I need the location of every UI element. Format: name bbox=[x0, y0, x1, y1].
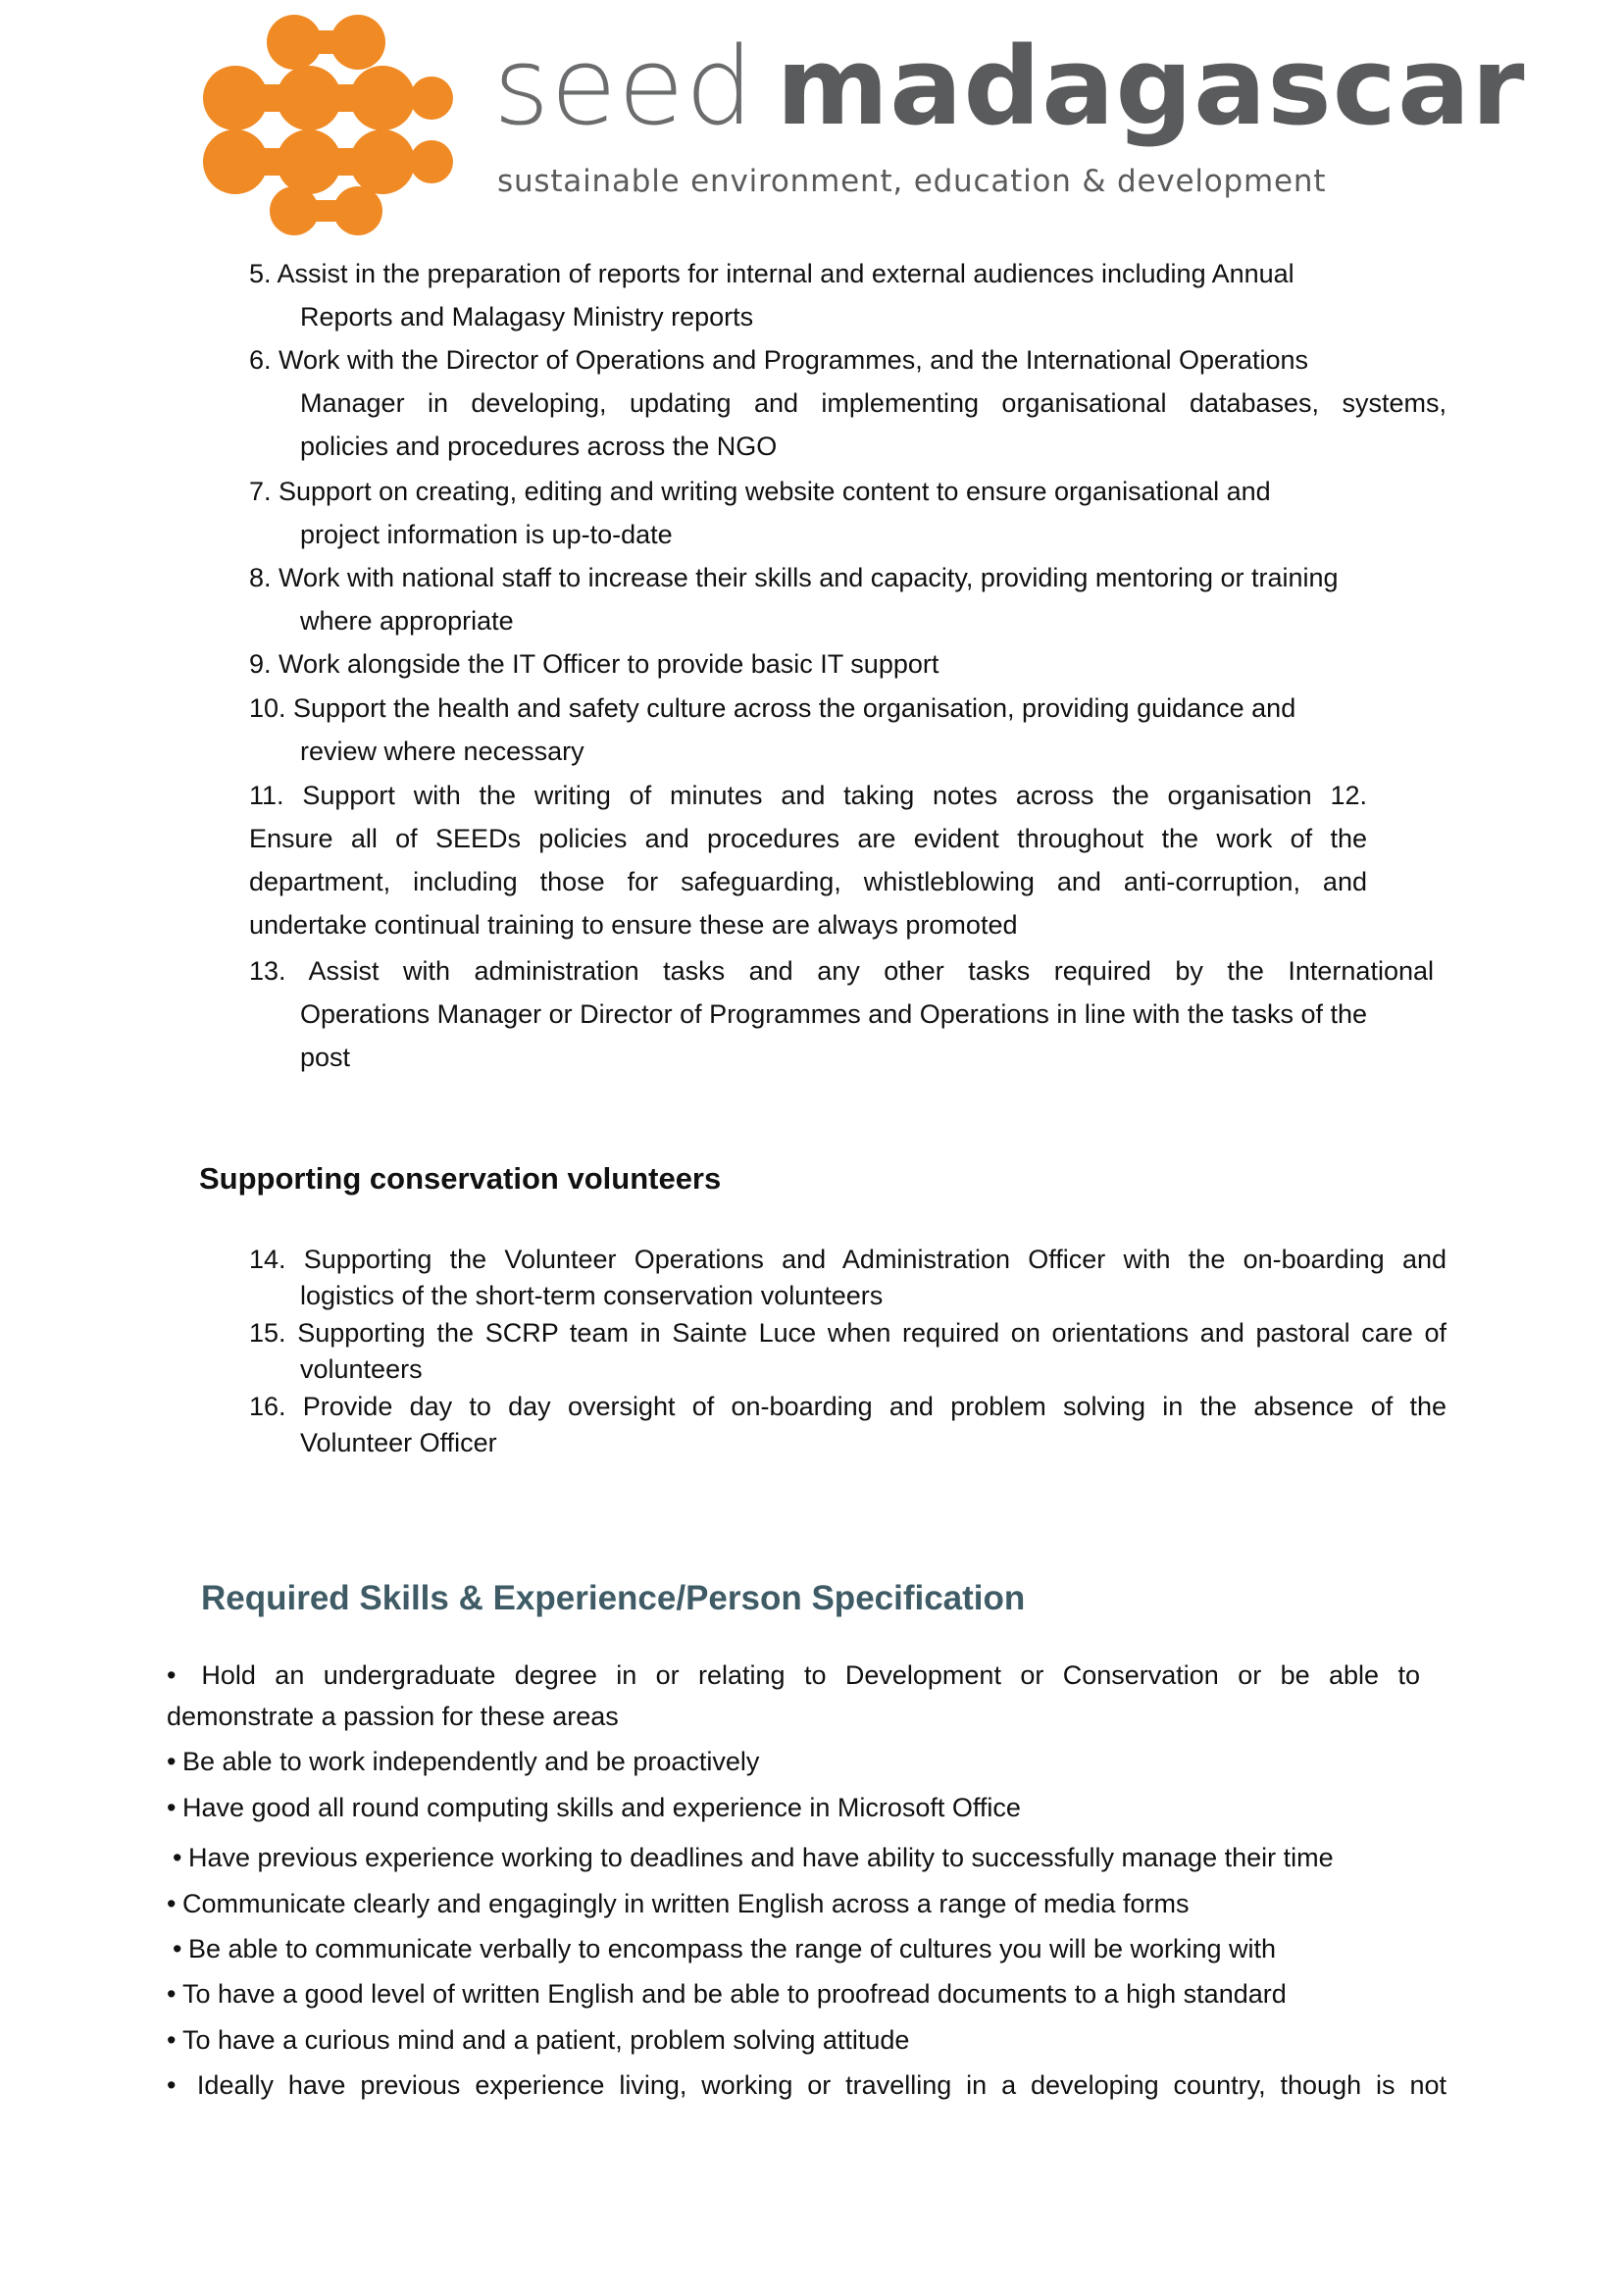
skill-text: To have a good level of written English and be able to proofread documents to a high standard bbox=[182, 1979, 1287, 2009]
skill-item bbox=[167, 2019, 1446, 2061]
task-line: 5. Assist in the preparation of reports for internal and external audiences including Annual bbox=[249, 259, 1294, 288]
skill-item bbox=[167, 1883, 1446, 1924]
task-item-11 bbox=[249, 774, 1367, 946]
skill-item bbox=[173, 1928, 1452, 1969]
section-heading-volunteers: Supporting conservation volunteers bbox=[199, 1161, 722, 1196]
logo-dots-icon bbox=[201, 15, 456, 235]
logo-dot bbox=[277, 66, 341, 130]
task-line: policies and procedures across the NGO bbox=[300, 432, 778, 461]
task-line: Ensure all of SEEDs policies and procedures are evident throughout the work of the bbox=[249, 824, 1367, 853]
logo-dot bbox=[203, 66, 268, 130]
skill-item bbox=[167, 1741, 1446, 1782]
logo-dot bbox=[410, 140, 453, 183]
task-line: 15. Supporting the SCRP team in Sainte Luce when required on orientations and pastoral care of bbox=[249, 1318, 1446, 1348]
skill-text: To have a curious mind and a patient, problem solving attitude bbox=[182, 2025, 910, 2055]
bullet-icon: • bbox=[173, 1934, 182, 1963]
skill-item bbox=[173, 1837, 1452, 1878]
task-line: 14. Supporting the Volunteer Operations and Administration Officer with the on-boarding and bbox=[249, 1245, 1446, 1274]
task-line: Reports and Malagasy Ministry reports bbox=[300, 302, 754, 331]
logo-dot bbox=[410, 76, 453, 120]
task-line: post bbox=[300, 1043, 351, 1072]
task-line: logistics of the short-term conservation volunteers bbox=[300, 1281, 884, 1310]
task-item-9 bbox=[249, 642, 1446, 686]
bullet-icon: • bbox=[167, 1979, 177, 2009]
task-line: 7. Support on creating, editing and writing website content to ensure organisational and bbox=[249, 477, 1271, 506]
bullet-icon: • bbox=[167, 2025, 177, 2055]
task-line: 8. Work with national staff to increase their skills and capacity, providing mentoring or training bbox=[249, 563, 1339, 592]
task-line: project information is up-to-date bbox=[300, 520, 673, 549]
bullet-icon: • bbox=[173, 1843, 182, 1872]
bullet-icon: • bbox=[167, 1793, 177, 1822]
bullet-icon: • bbox=[167, 1889, 177, 1918]
skill-text: Be able to communicate verbally to encompass the range of cultures you will be working with bbox=[188, 1934, 1277, 1963]
logo-wordmark bbox=[493, 24, 1526, 149]
task-line: Volunteer Officer bbox=[300, 1428, 497, 1457]
skill-line bbox=[167, 2065, 1446, 2106]
logo-dot bbox=[203, 129, 268, 194]
skill-text: Have previous experience working to deadlines and have ability to successfully manage their time bbox=[188, 1843, 1334, 1872]
seed-madagascar-logo bbox=[201, 15, 1526, 235]
logo-dot bbox=[333, 186, 382, 235]
skill-text: Communicate clearly and engagingly in written English across a range of media forms bbox=[182, 1889, 1190, 1918]
task-item-14 bbox=[249, 1242, 1446, 1314]
skill-item bbox=[167, 2065, 1446, 2106]
task-item-5 bbox=[249, 252, 1446, 338]
task-line: department, including those for safeguarding, whistleblowing and anti-corruption, and bbox=[249, 867, 1367, 896]
bullet-icon: • bbox=[167, 1747, 177, 1776]
logo-dot bbox=[350, 129, 415, 194]
logo-dot bbox=[277, 129, 341, 194]
task-item-13 bbox=[249, 949, 1434, 1079]
task-line: 6. Work with the Director of Operations and Programmes, and the International Operations bbox=[249, 345, 1309, 375]
task-line: Manager in developing, updating and implementing organisational databases, systems, bbox=[300, 388, 1446, 418]
task-line: where appropriate bbox=[300, 606, 514, 636]
task-line: 9. Work alongside the IT Officer to provide basic IT support bbox=[249, 649, 939, 679]
logo-dot bbox=[267, 15, 322, 70]
skill-item bbox=[167, 1655, 1420, 1737]
task-line: 10. Support the health and safety culture across the organisation, providing guidance and bbox=[249, 693, 1296, 723]
skill-text: Ideally have previous experience living, working or travelling in a developing country, though is not bbox=[196, 2070, 1446, 2100]
bullet-icon: • bbox=[167, 2070, 177, 2100]
task-line: undertake continual training to ensure these are always promoted bbox=[249, 910, 1018, 940]
task-line: review where necessary bbox=[300, 737, 584, 766]
task-item-6 bbox=[249, 338, 1446, 468]
logo-dot bbox=[350, 66, 415, 130]
task-item-8 bbox=[249, 556, 1446, 642]
logo-tagline: sustainable environment, education & development bbox=[497, 164, 1327, 199]
skill-line: demonstrate a passion for these areas bbox=[167, 1702, 619, 1731]
skill-item bbox=[167, 1787, 1446, 1828]
task-line: 13. Assist with administration tasks and any other tasks required by the International bbox=[249, 956, 1434, 986]
task-item-10 bbox=[249, 687, 1446, 773]
skill-text: Hold an undergraduate degree in or relating to Development or Conservation or be able to bbox=[201, 1660, 1420, 1690]
skill-text: Have good all round computing skills and experience in Microsoft Office bbox=[182, 1793, 1021, 1822]
task-item-16 bbox=[249, 1389, 1446, 1461]
task-line: volunteers bbox=[300, 1354, 423, 1384]
task-item-15 bbox=[249, 1315, 1446, 1388]
logo-name-bold: madagascar bbox=[776, 24, 1526, 149]
logo-dot bbox=[330, 15, 385, 70]
task-line: 11. Support with the writing of minutes and taking notes across the organisation 12. bbox=[249, 781, 1367, 810]
skill-text: Be able to work independently and be proactively bbox=[182, 1747, 760, 1776]
logo-name-light: seed bbox=[493, 24, 755, 149]
task-item-7 bbox=[249, 470, 1446, 556]
bullet-icon: • bbox=[167, 1660, 177, 1690]
logo-dot bbox=[270, 186, 319, 235]
skill-item bbox=[167, 1973, 1446, 2014]
section-heading-skills: Required Skills & Experience/Person Specification bbox=[201, 1579, 1026, 1617]
skill-line bbox=[167, 1655, 1420, 1696]
task-line: 16. Provide day to day oversight of on-boarding and problem solving in the absence of the bbox=[249, 1392, 1446, 1421]
task-line: Operations Manager or Director of Programmes and Operations in line with the tasks of the bbox=[300, 999, 1368, 1029]
